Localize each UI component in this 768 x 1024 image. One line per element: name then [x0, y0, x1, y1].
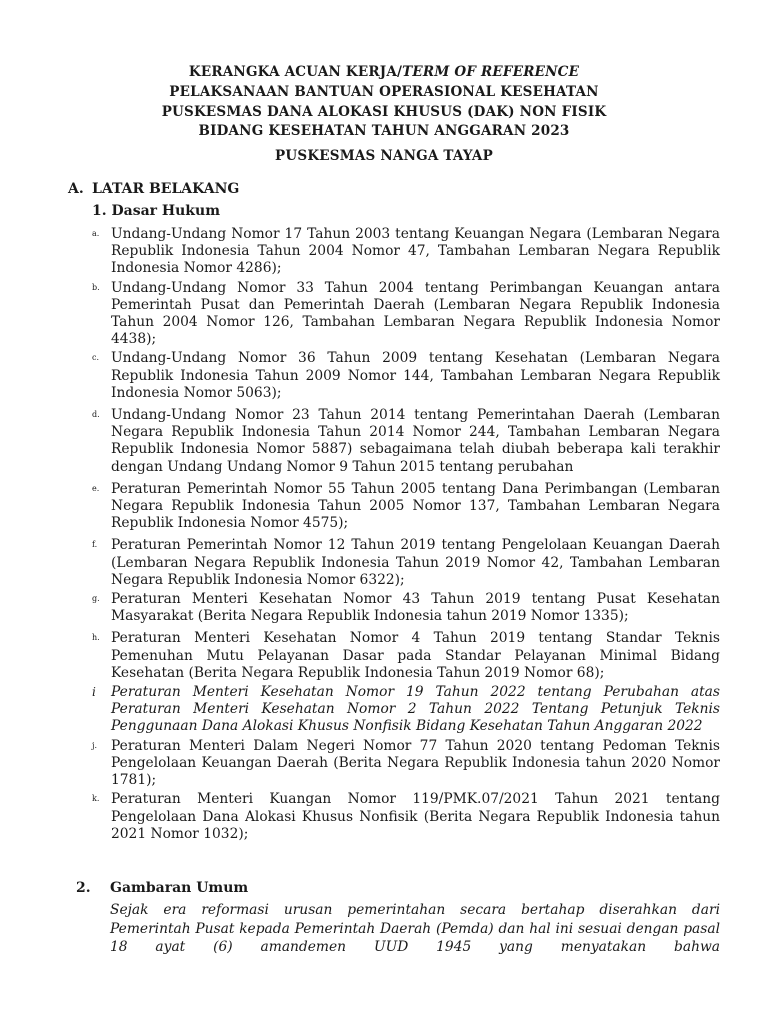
- title-line-4: BIDANG KESEHATAN TAHUN ANGGARAN 2023: [198, 123, 570, 139]
- list-item: [92, 791, 720, 843]
- subsection-2-heading: [76, 880, 248, 896]
- list-item-text: Peraturan Menteri Kesehatan Nomor 19 Tahun 2022 tentang Perubahan atas Peraturan Menteri Kesehatan Nomor 2 Tahun 2022 Tentang Petunjuk Teknis Penggunaan Dana Alokasi Khusus Nonfisik Bidang Kesehatan Tahun Anggaran 2022: [111, 684, 720, 735]
- general-overview-paragraph: Sejak era reformasi urusan pemerintahan secara bertahap diserahkan dari Pemerintah Pusat kepada Pemerintah Daerah (Pemda) dan hal ini sesuai dengan pasal 18 ayat (6) amandemen UUD 1945 yang menyatakan bahwa: [110, 902, 720, 955]
- subsection-2-title: Gambaran Umum: [110, 880, 249, 896]
- list-item: [92, 684, 720, 736]
- list-item-text: Peraturan Menteri Kuangan Nomor 119/PMK.07/2021 Tahun 2021 tentang Pengelolaan Dana Alokasi Khusus Nonfisik (Berita Negara Republik Indonesia tahun 2021 Nomor 1032);: [111, 791, 720, 842]
- list-item: [92, 630, 720, 682]
- list-item: [92, 738, 720, 790]
- title-line-2: PELAKSANAAN BANTUAN OPERASIONAL KESEHATAN: [169, 84, 599, 100]
- list-item: [92, 481, 720, 533]
- legal-basis-list: [92, 226, 720, 843]
- title-line-3: PUSKESMAS DANA ALOKASI KHUSUS (DAK) NON FISIK: [161, 104, 607, 120]
- list-marker: g.: [92, 594, 100, 604]
- list-item-text: Undang-Undang Nomor 17 Tahun 2003 tentang Keuangan Negara (Lembaran Negara Republik Indonesia Tahun 2004 Nomor 47, Tambahan Lembaran Negara Republik Indonesia Nomor 4286);: [111, 226, 720, 277]
- title-line-1: [0, 64, 768, 80]
- list-marker: c.: [92, 353, 100, 363]
- section-a-heading: [68, 181, 239, 197]
- list-marker: a.: [92, 229, 100, 238]
- list-item: [92, 407, 720, 476]
- list-item-text: Peraturan Pemerintah Nomor 12 Tahun 2019 tentang Pengelolaan Keuangan Daerah (Lembaran Negara Republik Indonesia Tahun 2019 Nomor 42, Tambahan Lembaran Negara Republik Indonesia Nomor 6322);: [111, 537, 720, 588]
- list-item-text: Undang-Undang Nomor 36 Tahun 2009 tentang Kesehatan (Lembaran Negara Republik Indonesia Tahun 2009 Nomor 144, Tambahan Lembaran Negara Republik Indonesia Nomor 5063);: [111, 350, 720, 401]
- subsection-1-heading: 1. Dasar Hukum: [92, 203, 221, 219]
- list-marker: i: [92, 685, 96, 700]
- list-item-text: Peraturan Menteri Kesehatan Nomor 4 Tahun 2019 tentang Standar Teknis Pemenuhan Mutu Pelayanan Dasar pada Standar Pelayanan Minimal Bidang Kesehatan (Berita Negara Republik Indonesia Tahun 2019 Nomor 68);: [111, 630, 720, 681]
- subsection-2-number: 2.: [76, 880, 91, 896]
- list-item-text: Peraturan Menteri Dalam Negeri Nomor 77 Tahun 2020 tentang Pedoman Teknis Pengelolaan Keuangan Daerah (Berita Negara Republik Indonesia tahun 2020 Nomor 1781);: [111, 737, 720, 789]
- list-item-text: Peraturan Menteri Kesehatan Nomor 43 Tahun 2019 tentang Pusat Kesehatan Masyarakat (Berita Negara Republik Indonesia tahun 2019 Nomor 1335);: [111, 591, 720, 625]
- list-item: [92, 226, 720, 278]
- list-item-text: Undang-Undang Nomor 33 Tahun 2004 tentang Perimbangan Keuangan antara Pemerintah Pusat dan Pemerintah Daerah (Lembaran Negara Republik Indonesia Tahun 2004 Nomor 126, Tambahan Lembaran Negara Republik Indonesia Nomor 4438);: [111, 279, 720, 348]
- list-marker: f.: [92, 540, 98, 550]
- list-marker: h.: [92, 633, 100, 643]
- list-marker: d.: [92, 410, 100, 420]
- list-item-text: Peraturan Pemerintah Nomor 55 Tahun 2005 tentang Dana Perimbangan (Lembaran Negara Republik Indonesia Tahun 2005 Nomor 137, Tambahan Lembaran Negara Republik Indonesia Nomor 4575);: [111, 480, 720, 532]
- list-item: [92, 537, 720, 589]
- list-marker: b.: [92, 282, 100, 292]
- section-a-number: A.: [68, 181, 84, 197]
- list-marker: e.: [92, 483, 100, 493]
- list-item: [92, 350, 720, 402]
- list-item: [92, 591, 720, 625]
- title-line-1-regular: KERANGKA ACUAN KERJA/: [188, 64, 403, 80]
- list-marker: j.: [92, 740, 98, 750]
- list-marker: k.: [92, 794, 100, 804]
- title-line-1-italic: TERM OF REFERENCE: [402, 64, 580, 80]
- section-a-title: LATAR BELAKANG: [92, 181, 240, 197]
- list-item-text: Undang-Undang Nomor 23 Tahun 2014 tentang Pemerintahan Daerah (Lembaran Negara Republik Indonesia Tahun 2014 Nomor 244, Tambahan Lembaran Negara Republik Indonesia Nomor 5887) sebagaimana telah diubah beberapa kali terakhir dengan Undang Undang Nomor 9 Tahun 2015 tentang perubahan: [111, 407, 720, 475]
- title-line-5: PUSKESMAS NANGA TAYAP: [275, 148, 493, 164]
- list-item: [92, 280, 720, 349]
